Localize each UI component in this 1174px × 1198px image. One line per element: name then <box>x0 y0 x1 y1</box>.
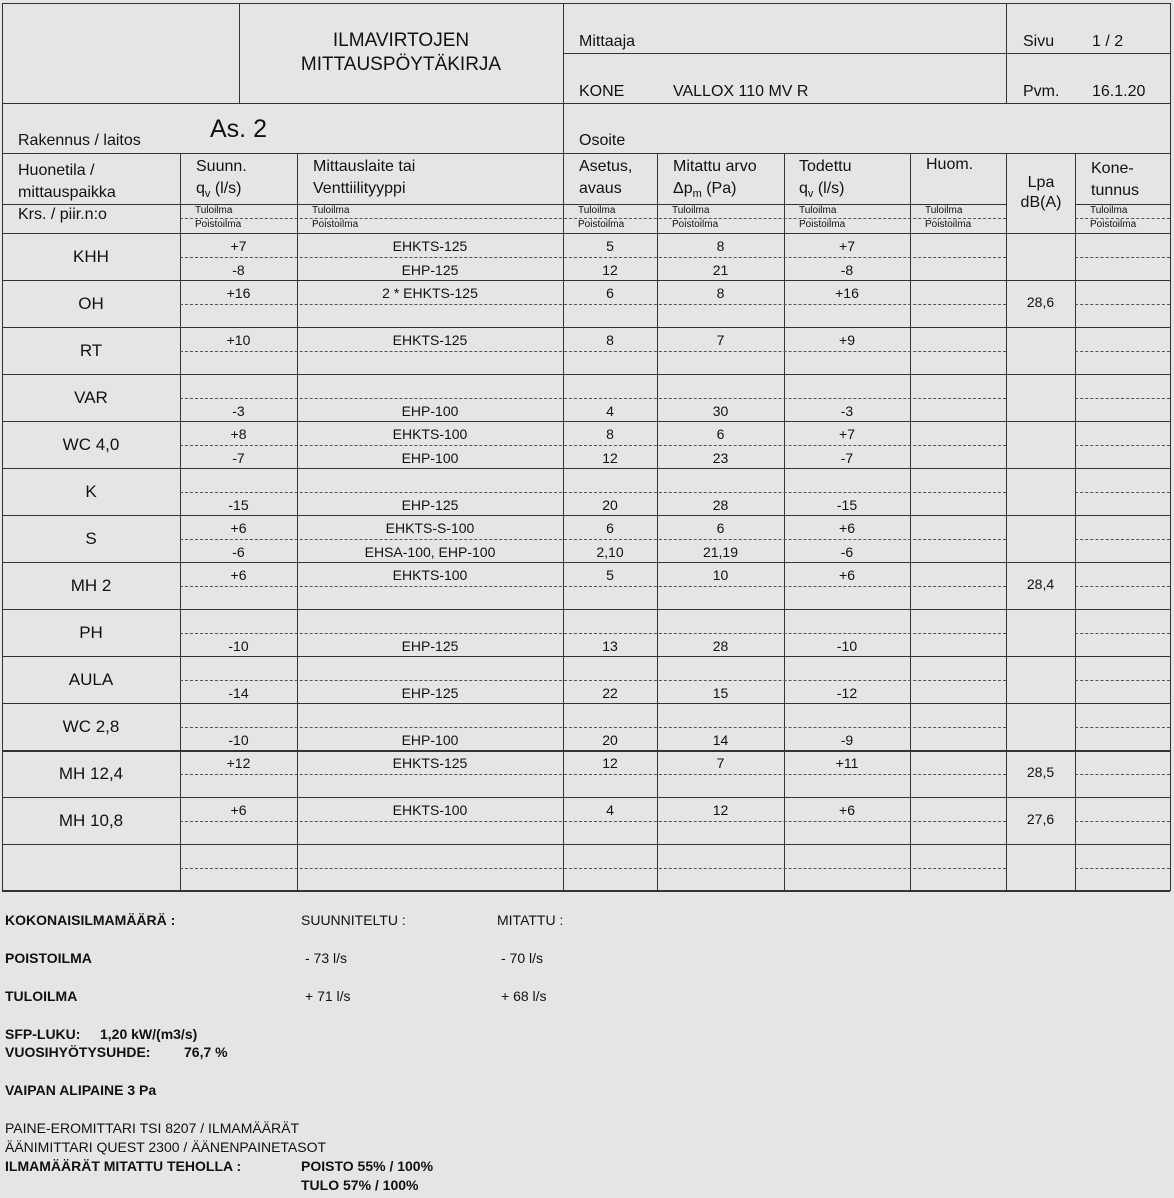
cell-tuloilma-todettu: +6 <box>839 802 855 818</box>
poisto-suunn: - 73 l/s <box>305 950 348 966</box>
room-name: PH <box>79 623 103 642</box>
room-name: WC 2,8 <box>62 717 120 736</box>
col-mittauslaite: Mittauslaite tai Venttiilityyppi <box>313 158 416 197</box>
header-dash <box>1075 218 1170 219</box>
cell-poistoilma-mitattu: 15 <box>712 685 729 701</box>
tuloilma-sublabel: Tuloilma <box>1090 205 1128 216</box>
cell-poistoilma-todettu: -10 <box>836 638 858 654</box>
col-suunn: Suunn. $q_v$ (l/s) <box>196 158 247 201</box>
tuloilma-sublabel: Tuloilma <box>672 205 710 216</box>
cell-tuloilma-asetus: 4 <box>606 802 614 818</box>
mittari1-text: PAINE-EROMITTARI TSI 8207 / ILMAMÄÄRÄT <box>5 1120 300 1136</box>
row-dash <box>180 492 1006 493</box>
tuloilma-sublabel: Tuloilma <box>578 205 616 216</box>
poisto-label: POISTOILMA <box>5 950 92 966</box>
cell-poistoilma-todettu: -12 <box>836 685 858 701</box>
row-dash <box>1075 727 1170 728</box>
room-name: AULA <box>68 670 114 689</box>
cell-poistoilma-asetus: 13 <box>602 638 618 654</box>
row-dash <box>1075 539 1170 540</box>
row-dash <box>1075 445 1170 446</box>
room-name: MH 12,4 <box>58 764 124 783</box>
vuosi-value: 76,7 % <box>184 1044 228 1060</box>
row-rule <box>2 327 1170 328</box>
row-dash <box>180 257 1006 258</box>
col-huonetila: Huonetila / mittauspaikka Krs. / piir.n:o <box>18 162 116 223</box>
poistoilma-sublabel: Poistoilma <box>672 219 719 230</box>
vuosi-label: VUOSIHYÖTYSUHDE: <box>5 1044 151 1060</box>
cell-poistoilma-todettu: -15 <box>836 497 858 513</box>
header-divider <box>563 53 1170 54</box>
row-rule <box>2 515 1170 516</box>
cell-tuloilma-mitattu: 10 <box>712 567 729 583</box>
row-rule <box>2 468 1170 469</box>
cell-poistoilma-suunn: -10 <box>228 638 249 654</box>
cell-poistoilma-asetus: 2,10 <box>596 544 624 560</box>
room-name: S <box>85 529 97 548</box>
sfp-value: 1,20 kW/(m3/s) <box>100 1026 198 1042</box>
row-dash <box>1075 304 1170 305</box>
poisto-mitattu: - 70 l/s <box>501 950 544 966</box>
cell-poistoilma-asetus: 22 <box>602 685 618 701</box>
cell-tuloilma-laite: EHKTS-125 <box>392 332 468 348</box>
row-dash <box>1075 633 1170 634</box>
tuloilma-sublabel: Tuloilma <box>312 205 350 216</box>
cell-tuloilma-todettu: +6 <box>839 520 855 536</box>
row-dash <box>180 586 1006 587</box>
cell-poistoilma-suunn: -7 <box>232 450 245 466</box>
document-title: ILMAVIRTOJEN MITTAUSPÖYTÄKIRJA <box>300 30 502 75</box>
cell-poistoilma-laite: EHP-100 <box>401 403 459 419</box>
lpa-value: 28,5 <box>1026 764 1055 780</box>
header-divider <box>2 153 1170 154</box>
mittaaja-label: Mittaaja <box>579 33 636 50</box>
cell-tuloilma-laite: EHKTS-125 <box>392 755 468 771</box>
cell-poistoilma-suunn: -6 <box>232 544 245 560</box>
cell-tuloilma-mitattu: 12 <box>712 802 729 818</box>
cell-tuloilma-suunn: +7 <box>230 238 247 254</box>
header-divider <box>2 103 1170 104</box>
room-name: KHH <box>73 247 109 266</box>
cell-poistoilma-laite: EHP-125 <box>401 497 459 513</box>
cell-tuloilma-suunn: +6 <box>230 567 247 583</box>
cell-poistoilma-suunn: -3 <box>232 403 245 419</box>
poistoilma-sublabel: Poistoilma <box>925 219 972 230</box>
row-rule <box>2 703 1170 704</box>
row-dash <box>180 727 1006 728</box>
cell-tuloilma-suunn: +12 <box>226 755 251 771</box>
cell-tuloilma-asetus: 6 <box>606 520 614 536</box>
row-dash <box>180 304 1006 305</box>
cell-poistoilma-mitattu: 28 <box>712 497 729 513</box>
teho-poisto: POISTO 55% / 100% <box>301 1158 434 1174</box>
tuloilma-sublabel: Tuloilma <box>925 205 963 216</box>
cell-tuloilma-todettu: +9 <box>839 332 855 348</box>
room-name: WC 4,0 <box>62 435 120 454</box>
cell-poistoilma-laite: EHSA-100, EHP-100 <box>364 544 496 560</box>
kone-label: KONE <box>579 83 625 100</box>
poistoilma-sublabel: Poistoilma <box>799 219 846 230</box>
pvm-label: Pvm. <box>1023 83 1060 100</box>
cell-poistoilma-suunn: -15 <box>228 497 249 513</box>
cell-poistoilma-mitattu: 21 <box>712 262 729 278</box>
cell-tuloilma-todettu: +6 <box>839 567 855 583</box>
cell-poistoilma-asetus: 4 <box>606 403 614 419</box>
row-dash <box>180 868 1006 869</box>
cell-tuloilma-laite: 2 * EHKTS-125 <box>382 285 478 301</box>
cell-poistoilma-asetus: 20 <box>602 732 618 748</box>
osoite-label: Osoite <box>579 132 626 149</box>
cell-tuloilma-mitattu: 6 <box>716 520 725 536</box>
row-rule <box>2 280 1170 281</box>
room-name: RT <box>79 341 103 360</box>
cell-tuloilma-asetus: 5 <box>606 238 614 254</box>
cell-poistoilma-mitattu: 28 <box>712 638 729 654</box>
row-dash <box>180 398 1006 399</box>
row-dash <box>180 539 1006 540</box>
tulo-mitattu: + 68 l/s <box>501 988 547 1004</box>
vaippa-text: VAIPAN ALIPAINE 3 Pa <box>5 1082 157 1098</box>
header-rule <box>2 204 1006 205</box>
row-dash <box>1075 398 1170 399</box>
col-asetus: Asetus, avaus <box>579 158 633 197</box>
row-dash <box>1075 351 1170 352</box>
row-dash <box>180 821 1006 822</box>
cell-tuloilma-mitattu: 7 <box>716 755 725 771</box>
cell-poistoilma-laite: EHP-125 <box>401 638 459 654</box>
cell-tuloilma-todettu: +7 <box>839 238 855 254</box>
cell-tuloilma-asetus: 12 <box>602 755 618 771</box>
cell-poistoilma-laite: EHP-125 <box>401 685 459 701</box>
header-divider <box>563 3 564 153</box>
row-dash <box>180 680 1006 681</box>
row-rule <box>2 656 1170 657</box>
cell-tuloilma-mitattu: 6 <box>716 426 725 442</box>
room-name: VAR <box>74 388 108 407</box>
cell-poistoilma-todettu: -7 <box>840 450 854 466</box>
row-dash <box>1075 680 1170 681</box>
cell-tuloilma-todettu: +16 <box>835 285 859 301</box>
header-bottom-rule <box>2 233 1170 234</box>
room-name: K <box>85 482 97 501</box>
teho-label: ILMAMÄÄRÄT MITATTU TEHOLLA : <box>5 1158 242 1174</box>
mitattu-label: MITATTU : <box>497 912 564 928</box>
cell-poistoilma-asetus: 12 <box>602 262 618 278</box>
row-dash <box>1075 492 1170 493</box>
cell-poistoilma-suunn: -10 <box>228 732 249 748</box>
tulo-suunn: + 71 l/s <box>305 988 351 1004</box>
col-todettu: Todettu $q_v$ (l/s) <box>799 158 852 201</box>
measurement-sheet <box>2 3 1171 891</box>
cell-poistoilma-laite: EHP-125 <box>401 262 459 278</box>
row-rule <box>2 421 1170 422</box>
row-dash <box>1075 868 1170 869</box>
row-rule <box>2 891 1170 892</box>
tuloilma-sublabel: Tuloilma <box>799 205 837 216</box>
cell-tuloilma-mitattu: 7 <box>716 332 725 348</box>
row-dash <box>1075 257 1170 258</box>
cell-poistoilma-todettu: -3 <box>840 403 854 419</box>
cell-tuloilma-suunn: +8 <box>230 426 247 442</box>
cell-tuloilma-asetus: 8 <box>606 426 614 442</box>
cell-tuloilma-suunn: +16 <box>226 285 251 301</box>
cell-tuloilma-laite: EHKTS-100 <box>392 426 468 442</box>
row-rule <box>2 750 1170 752</box>
row-rule <box>2 374 1170 375</box>
cell-tuloilma-asetus: 6 <box>606 285 614 301</box>
column-line <box>1075 153 1076 890</box>
cell-tuloilma-suunn: +6 <box>230 520 247 536</box>
cell-poistoilma-mitattu: 21,19 <box>702 544 739 560</box>
poistoilma-sublabel: Poistoilma <box>312 219 359 230</box>
tulo-label: TULOILMA <box>5 988 78 1004</box>
col-mitattu: Mitattu arvo $\Delta p_m$ (Pa) <box>673 158 757 201</box>
mittari2-text: ÄÄNIMITTARI QUEST 2300 / ÄÄNENPAINETASOT <box>5 1139 327 1155</box>
suunniteltu-label: SUUNNITELTU : <box>301 912 406 928</box>
room-name: MH 10,8 <box>58 811 124 830</box>
header-dash <box>180 218 1006 219</box>
pvm-value: 16.1.20 <box>1092 83 1146 100</box>
col-lpa: Lpa dB(A) <box>1020 174 1062 211</box>
cell-tuloilma-asetus: 5 <box>606 567 614 583</box>
row-dash <box>180 445 1006 446</box>
rakennus-label: Rakennus / laitos <box>18 132 141 149</box>
cell-tuloilma-todettu: +7 <box>839 426 855 442</box>
sfp-label: SFP-LUKU: <box>5 1026 81 1042</box>
sivu-value: 1 / 2 <box>1092 33 1124 50</box>
cell-poistoilma-asetus: 12 <box>602 450 618 466</box>
row-rule <box>2 609 1170 610</box>
teho-tulo: TULO 57% / 100% <box>301 1177 419 1193</box>
cell-poistoilma-mitattu: 23 <box>712 450 729 466</box>
row-rule <box>2 844 1170 845</box>
col-huom: Huom. <box>926 156 974 173</box>
cell-tuloilma-mitattu: 8 <box>716 238 725 254</box>
poistoilma-sublabel: Poistoilma <box>578 219 625 230</box>
row-rule <box>2 562 1170 563</box>
cell-poistoilma-mitattu: 30 <box>712 403 729 419</box>
row-dash <box>1075 774 1170 775</box>
row-dash <box>180 774 1006 775</box>
cell-tuloilma-suunn: +6 <box>230 802 247 818</box>
cell-poistoilma-todettu: -9 <box>840 732 854 748</box>
cell-tuloilma-todettu: +11 <box>835 755 859 771</box>
lpa-value: 27,6 <box>1026 811 1055 827</box>
cell-poistoilma-suunn: -14 <box>228 685 249 701</box>
sivu-label: Sivu <box>1023 33 1055 50</box>
cell-poistoilma-mitattu: 14 <box>712 732 729 748</box>
cell-tuloilma-mitattu: 8 <box>716 285 725 301</box>
cell-tuloilma-asetus: 8 <box>606 332 614 348</box>
row-dash <box>180 351 1006 352</box>
col-konetunnus: Kone- tunnus <box>1091 160 1140 199</box>
cell-tuloilma-laite: EHKTS-S-100 <box>385 520 475 536</box>
row-dash <box>1075 586 1170 587</box>
room-name: MH 2 <box>70 576 112 595</box>
poistoilma-sublabel: Poistoilma <box>1090 219 1137 230</box>
cell-poistoilma-suunn: -8 <box>232 262 245 278</box>
cell-poistoilma-laite: EHP-100 <box>401 450 459 466</box>
column-line <box>910 153 911 890</box>
cell-poistoilma-asetus: 20 <box>602 497 618 513</box>
header-rule <box>1075 204 1170 205</box>
cell-poistoilma-todettu: -8 <box>840 262 854 278</box>
cell-poistoilma-todettu: -6 <box>840 544 854 560</box>
row-dash <box>180 633 1006 634</box>
row-dash <box>1075 821 1170 822</box>
rakennus-value: As. 2 <box>210 115 267 143</box>
tuloilma-sublabel: Tuloilma <box>195 205 233 216</box>
kone-value: VALLOX 110 MV R <box>673 83 809 100</box>
lpa-value: 28,4 <box>1026 576 1055 592</box>
poistoilma-sublabel: Poistoilma <box>195 219 242 230</box>
cell-tuloilma-laite: EHKTS-125 <box>392 238 468 254</box>
lpa-value: 28,6 <box>1026 294 1055 310</box>
cell-tuloilma-suunn: +10 <box>226 332 251 348</box>
room-name: OH <box>78 294 104 313</box>
row-rule <box>2 797 1170 798</box>
cell-tuloilma-laite: EHKTS-100 <box>392 802 468 818</box>
cell-poistoilma-laite: EHP-100 <box>401 732 459 748</box>
kokonais-label: KOKONAISILMAMÄÄRÄ : <box>5 912 176 928</box>
cell-tuloilma-laite: EHKTS-100 <box>392 567 468 583</box>
